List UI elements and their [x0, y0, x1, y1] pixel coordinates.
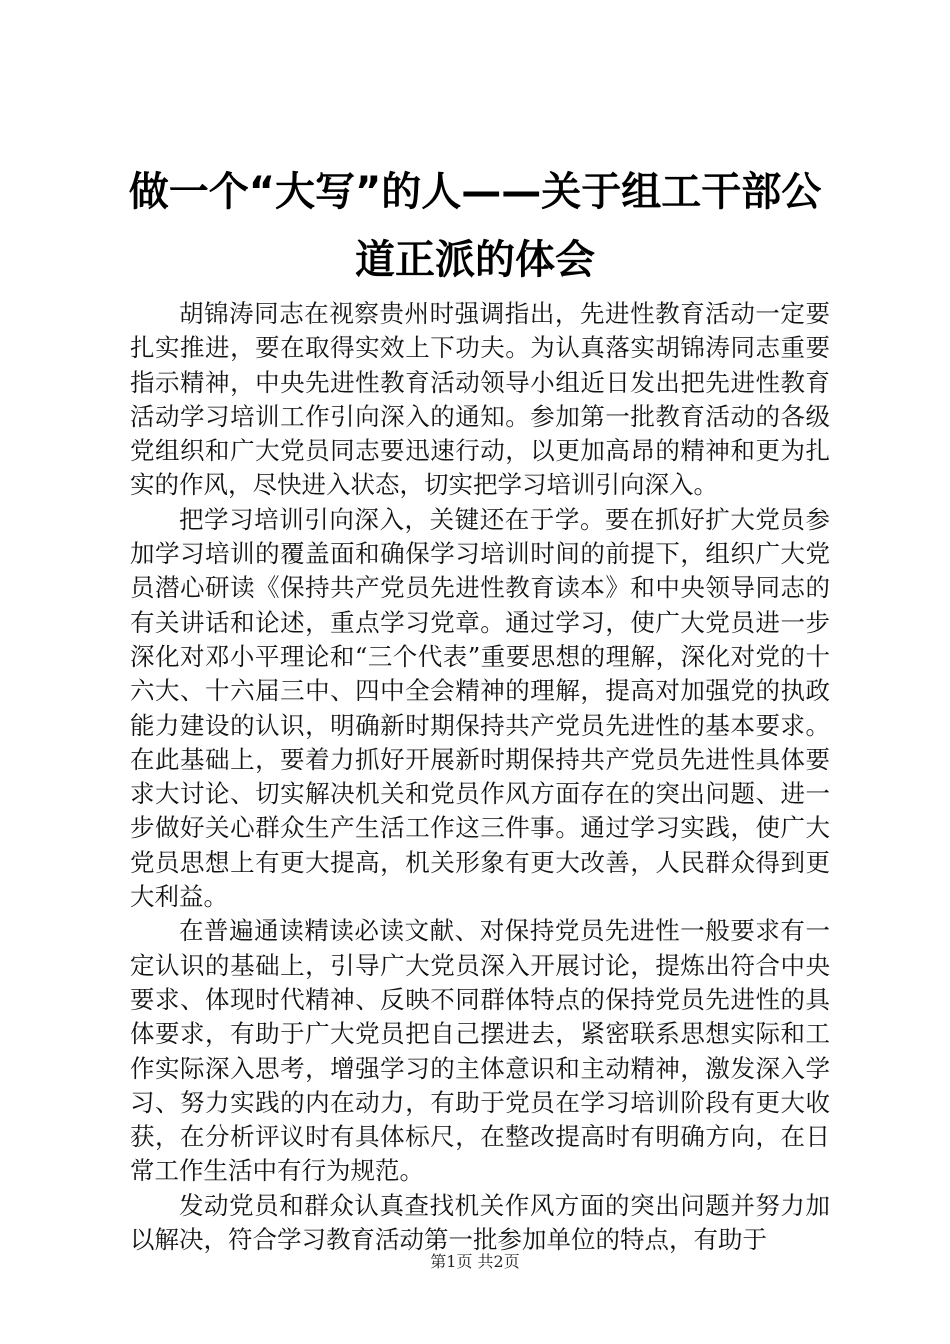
paragraph-4: 发动党员和群众认真查找机关作风方面的突出问题并努力加以解决，符合学习教育活动第一批参加单位的特点，有助于	[130, 1190, 830, 1255]
document-body	[130, 297, 830, 1257]
paragraph-1: 胡锦涛同志在视察贵州时强调指出，先进性教育活动一定要扎实推进，要在取得实效上下功夫。为认真落实胡锦涛同志重要指示精神，中央先进性教育活动领导小组近日发出把先进性教育活动学习培训工作引向深入的通知。参加第一批教育活动的各级党组织和广大党员同志要迅速行动，以更加高昂的精神和更为扎实的作风，尽快进入状态，切实把学习培训引向深入。	[130, 299, 830, 500]
paragraph-2: 把学习培训引向深入，关键还在于学。要在抓好扩大党员参加学习培训的覆盖面和确保学习培训时间的前提下，组织广大党员潜心研读《保持共产党员先进性教育读本》和中央领导同志的有关讲话和论述，重点学习党章。通过学习，使广大党员进一步深化对邓小平理论和“三个代表”重要思想的理解，深化对党的十六大、十六届三中、四中全会精神的理解，提高对加强党的执政能力建设的认识，明确新时期保持共产党员先进性的基本要求。在此基础上，要着力抓好开展新时期保持共产党员先进性具体要求大讨论、切实解决机关和党员作风方面存在的突出问题、进一步做好关心群众生产生活工作这三件事。通过学习实践，使广大党员思想上有更大提高，机关形象有更大改善，人民群众得到更大利益。	[130, 504, 830, 912]
page-number-footer: 第1页 共2页	[430, 1252, 520, 1271]
document-title: 做一个“大写”的人——关于组工干部公道正派的体会	[128, 169, 822, 283]
paragraph-3: 在普遍通读精读必读文献、对保持党员先进性一般要求有一定认识的基础上，引导广大党员深入开展讨论，提炼出符合中央要求、体现时代精神、反映不同群体特点的保持党员先进性的具体要求，有助于广大党员把自己摆进去，紧密联系思想实际和工作实际深入思考，增强学习的主体意识和主动精神，激发深入学习、努力实践的内在动力，有助于党员在学习培训阶段有更大收获，在分析评议时有具体标尺，在整改提高时有明确方向，在日常工作生活中有行为规范。	[130, 916, 830, 1186]
